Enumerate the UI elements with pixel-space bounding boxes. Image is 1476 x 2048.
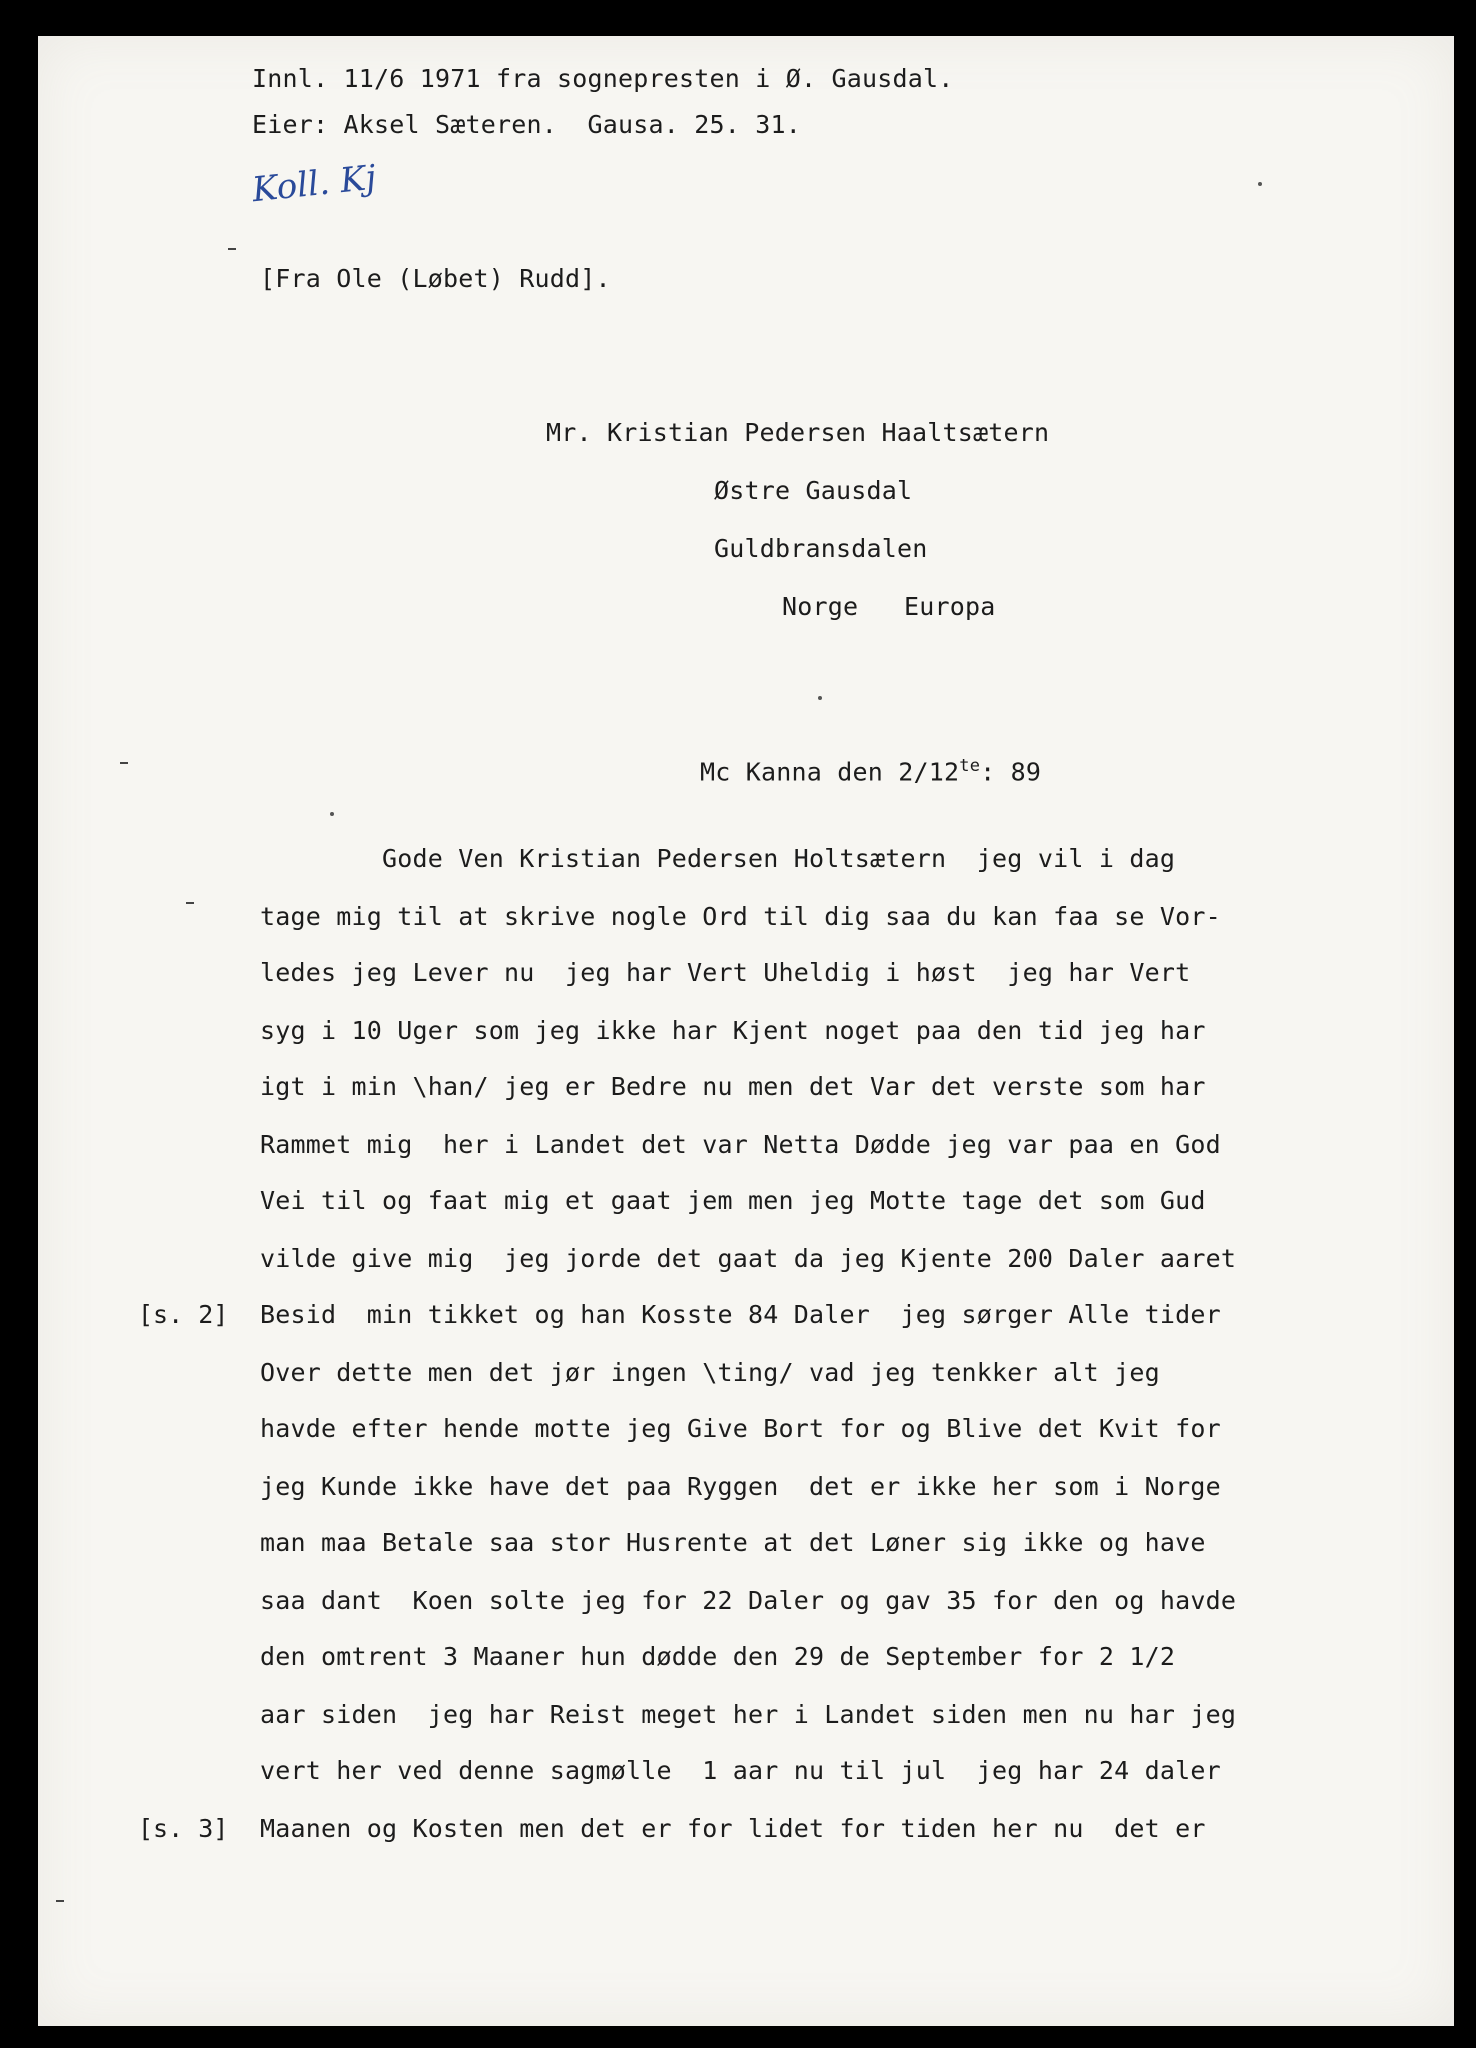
- document-page: [38, 36, 1454, 2026]
- letter-line: Over dette men det jør ingen \ting/ vad jeg tenkker alt jeg: [260, 1358, 1160, 1387]
- margin-speck: [818, 696, 822, 700]
- margin-mark: [120, 762, 128, 764]
- margin-speck: [1258, 182, 1262, 186]
- address-country: Norge Europa: [782, 592, 996, 621]
- header-line-2: Eier: Aksel Sæteren. Gausa. 25. 31.: [252, 110, 802, 139]
- letter-line: Gode Ven Kristian Pedersen Holtsætern jeg vil i dag: [260, 844, 1176, 873]
- letter-line: vilde give mig jeg jorde det gaat da jeg Kjente 200 Daler aaret: [260, 1244, 1237, 1273]
- dateline-text: Mc Kanna den 2/12: [700, 757, 960, 787]
- letter-line: saa dant Koen solte jeg for 22 Daler og gav 35 for den og havde: [260, 1586, 1237, 1615]
- letter-line: den omtrent 3 Maaner hun dødde den 29 de September for 2 1/2: [260, 1642, 1176, 1671]
- page-marker: [s. 3]: [138, 1814, 229, 1843]
- letter-line: ledes jeg Lever nu jeg har Vert Uheldig i høst jeg har Vert: [260, 958, 1191, 987]
- letter-line: man maa Betale saa stor Husrente at det Løner sig ikke og have: [260, 1528, 1206, 1557]
- letter-line: Maanen og Kosten men det er for lidet for tiden her nu det er: [260, 1814, 1206, 1843]
- letter-line: havde efter hende motte jeg Give Bort for og Blive det Kvit for: [260, 1414, 1221, 1443]
- letter-line: jeg Kunde ikke have det paa Ryggen det er ikke her som i Norge: [260, 1472, 1221, 1501]
- dateline-year: : 89: [980, 757, 1042, 787]
- letter-line: aar siden jeg har Reist meget her i Landet siden men nu har jeg: [260, 1700, 1237, 1729]
- dateline-superscript: te: [959, 756, 981, 776]
- letter-line: syg i 10 Uger som jeg ikke har Kjent noget paa den tid jeg har: [260, 1016, 1206, 1045]
- margin-mark: [186, 902, 194, 904]
- margin-mark: [56, 1900, 64, 1902]
- address-place-1: Østre Gausdal: [714, 476, 913, 505]
- header-line-1: Innl. 11/6 1971 fra sognepresten i Ø. Gausdal.: [252, 64, 954, 93]
- margin-speck: [330, 812, 334, 816]
- letter-line: Rammet mig her i Landet det var Netta Dødde jeg var paa en God: [260, 1130, 1221, 1159]
- letter-line: vert her ved denne sagmølle 1 aar nu til jul jeg har 24 daler: [260, 1756, 1221, 1785]
- page-marker: [s. 2]: [138, 1300, 229, 1329]
- letter-line: igt i min \han/ jeg er Bedre nu men det Var det verste som har: [260, 1072, 1206, 1101]
- attribution: [Fra Ole (Løbet) Rudd].: [260, 264, 611, 293]
- handwritten-note: Koll. Kj: [250, 157, 379, 211]
- letter-line: Besid min tikket og han Kosste 84 Daler jeg sørger Alle tider: [260, 1300, 1221, 1329]
- address-place-2: Guldbransdalen: [714, 534, 928, 563]
- letter-line: Vei til og faat mig et gaat jem men jeg Motte tage det som Gud: [260, 1186, 1206, 1215]
- letter-line: tage mig til at skrive nogle Ord til dig saa du kan faa se Vor-: [260, 902, 1221, 931]
- address-name: Mr. Kristian Pedersen Haaltsætern: [546, 418, 1050, 447]
- dateline: [700, 756, 1041, 786]
- margin-mark: [228, 248, 236, 250]
